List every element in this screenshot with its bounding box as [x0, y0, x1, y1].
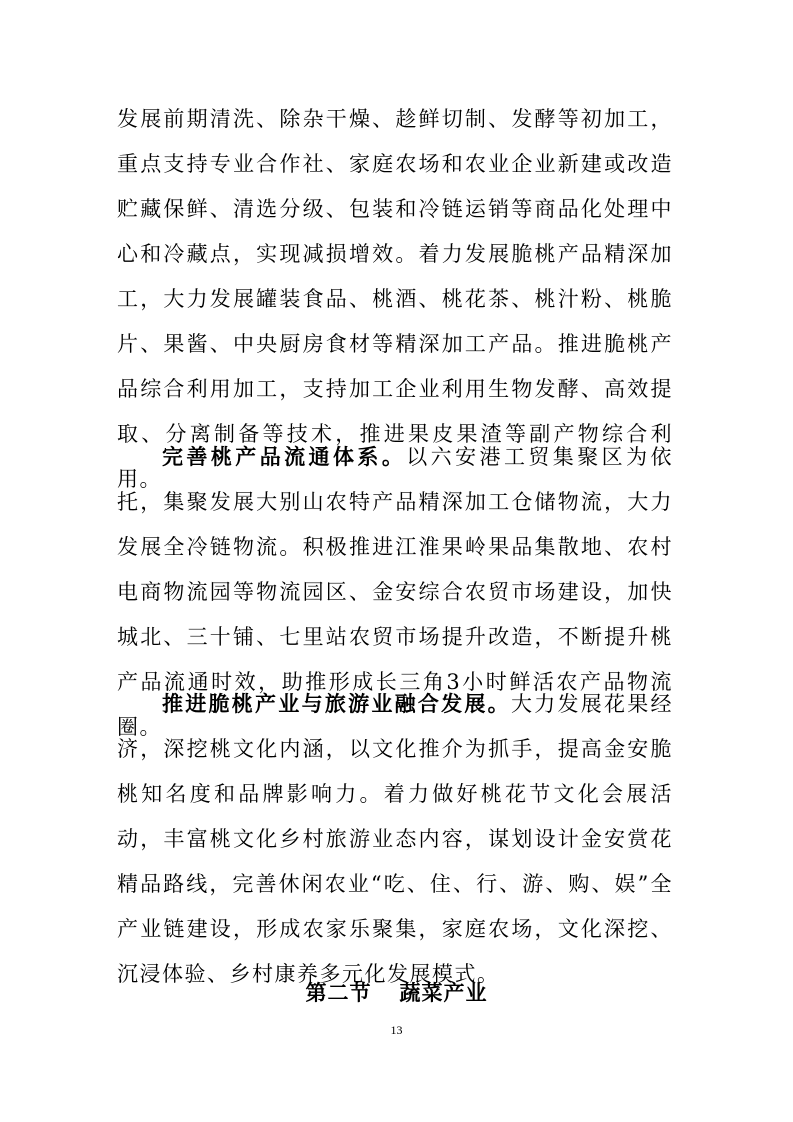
page-number: 13 [390, 1023, 403, 1037]
paragraph-text: 大力发展花果经济，深挖桃文化内涵，以文化推介为抓手，提高金安脆桃知名度和品牌影响力。着力做好桃花节文化会展活动，丰富桃文化乡村旅游业态内容，谋划设计金安赏花精品路线，完善休闲农业“吃、住、行、游、购、娱”全产业链建设，形成农家乐聚集，家庭农场，文化深挖、沉浸体验、乡村康养多元化发展模式。 [117, 692, 674, 986]
paragraph-text: 以六安港工贸集聚区为依托，集聚发展大别山农特产品精深加工仓储物流，大力发展全冷链物流。积极推进江淮果岭果品集散地、农村电商物流园等物流园区、金安综合农贸市场建设，加快城北、三十铺、七里站农贸市场提升改造，不断提升桃产品流通时效，助推形成长三角3小时鲜活农产品物流圈。 [117, 445, 673, 739]
paragraph-tourism [117, 681, 673, 997]
section-heading [0, 970, 793, 1015]
section-number: 第二节 [305, 980, 372, 1005]
paragraph-text: 发展前期清洗、除杂干燥、趁鲜切制、发酵等初加工，重点支持专业合作社、家庭农场和农业企业新建或改造贮藏保鲜、清选分级、包装和冷链运销等商品化处理中心和冷藏点，实现减损增效。着力发展脆桃产品精深加工，大力发展罐装食品、桃酒、桃花茶、桃汁粉、桃脆片、果酱、中央厨房食材等精深加工产品。推进脆桃产品综合利用加工，支持加工企业利用生物发酵、高效提取、分离制备等技术，推进果皮果渣等副产物综合利用。 [117, 107, 673, 491]
paragraph-lead-heading: 完善桃产品流通体系。 [162, 444, 407, 469]
paragraph-lead-heading: 推进脆桃产业与旅游业融合发展。 [162, 691, 511, 716]
section-title: 蔬菜产业 [399, 980, 488, 1005]
